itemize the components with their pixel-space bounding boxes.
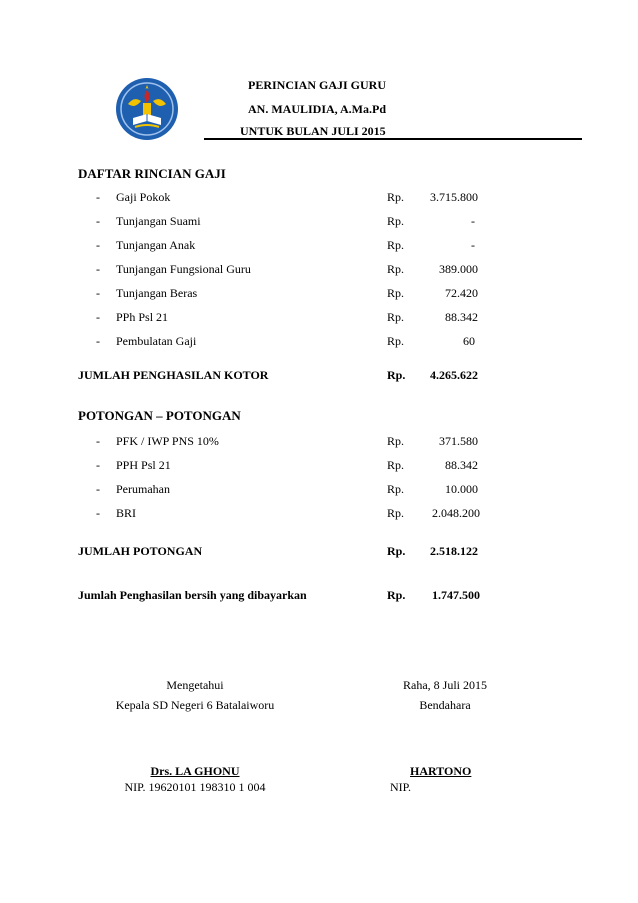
row-currency: Rp. [387, 334, 405, 348]
row-label: Perumahan [116, 482, 170, 496]
tut-wuri-handayani-logo [114, 76, 180, 142]
row-label: BRI [116, 506, 137, 520]
deductions-heading: POTONGAN – POTONGAN [78, 408, 241, 423]
row-label: Tunjangan Fungsional Guru [116, 262, 251, 276]
left-signatory-nip: NIP. 19620101 198310 1 004 [124, 780, 266, 794]
row-amount: 88.342 [445, 310, 478, 324]
row-dash: - [96, 434, 100, 448]
left-sign-line1: Mengetahui [166, 678, 224, 692]
row-label: Tunjangan Beras [116, 286, 198, 300]
deduction-total-amount: 2.518.122 [430, 544, 478, 558]
row-amount: 3.715.800 [430, 190, 478, 204]
row-currency: Rp. [387, 286, 405, 300]
row-amount: - [471, 238, 475, 252]
row-label: Tunjangan Anak [116, 238, 196, 252]
row-dash: - [96, 458, 100, 472]
gross-total-label: JUMLAH PENGHASILAN KOTOR [78, 368, 269, 382]
right-signatory-nip: NIP. [390, 780, 412, 794]
row-currency: Rp. [387, 238, 405, 252]
row-amount: 72.420 [445, 286, 478, 300]
header-rule [204, 138, 582, 140]
row-dash: - [96, 262, 100, 276]
gross-total-amount: 4.265.622 [430, 368, 478, 382]
row-label: PPH Psl 21 [116, 458, 171, 472]
left-sign-line2: Kepala SD Negeri 6 Batalaiworu [115, 698, 275, 712]
right-sign-line1: Raha, 8 Juli 2015 [403, 678, 487, 692]
row-amount: 88.342 [445, 458, 478, 472]
row-currency: Rp. [387, 214, 405, 228]
right-sign-line2: Bendahara [419, 698, 471, 712]
row-dash: - [96, 190, 100, 204]
row-amount: 371.580 [439, 434, 478, 448]
row-dash: - [96, 214, 100, 228]
row-dash: - [96, 286, 100, 300]
gross-total-currency: Rp. [387, 368, 406, 382]
row-amount: 389.000 [439, 262, 478, 276]
row-currency: Rp. [387, 506, 405, 520]
pay-period: UNTUK BULAN JULI 2015 [240, 124, 386, 138]
row-amount: 60 [463, 334, 475, 348]
row-dash: - [96, 238, 100, 252]
net-pay-label: Jumlah Penghasilan bersih yang dibayarkan [78, 588, 307, 602]
net-pay-currency: Rp. [387, 588, 406, 602]
row-label: PFK / IWP PNS 10% [116, 434, 219, 448]
row-currency: Rp. [387, 262, 405, 276]
row-amount: 10.000 [445, 482, 478, 496]
row-currency: Rp. [387, 190, 405, 204]
employee-name: AN. MAULIDIA, A.Ma.Pd [248, 102, 386, 116]
row-dash: - [96, 310, 100, 324]
row-label: Tunjangan Suami [116, 214, 201, 228]
row-amount: 2.048.200 [432, 506, 480, 520]
document-title: PERINCIAN GAJI GURU [248, 78, 387, 92]
row-dash: - [96, 506, 100, 520]
left-signatory-name: Drs. LA GHONU [150, 764, 240, 778]
deduction-total-currency: Rp. [387, 544, 406, 558]
row-currency: Rp. [387, 458, 405, 472]
row-currency: Rp. [387, 434, 405, 448]
net-pay-amount: 1.747.500 [432, 588, 480, 602]
row-label: Gaji Pokok [116, 190, 171, 204]
row-currency: Rp. [387, 310, 405, 324]
row-dash: - [96, 482, 100, 496]
income-heading: DAFTAR RINCIAN GAJI [78, 166, 226, 181]
row-currency: Rp. [387, 482, 405, 496]
row-label: PPh Psl 21 [116, 310, 169, 324]
row-label: Pembulatan Gaji [116, 334, 197, 348]
deduction-total-label: JUMLAH POTONGAN [78, 544, 203, 558]
row-amount: - [471, 214, 475, 228]
row-dash: - [96, 334, 100, 348]
right-signatory-name: HARTONO [410, 764, 472, 778]
